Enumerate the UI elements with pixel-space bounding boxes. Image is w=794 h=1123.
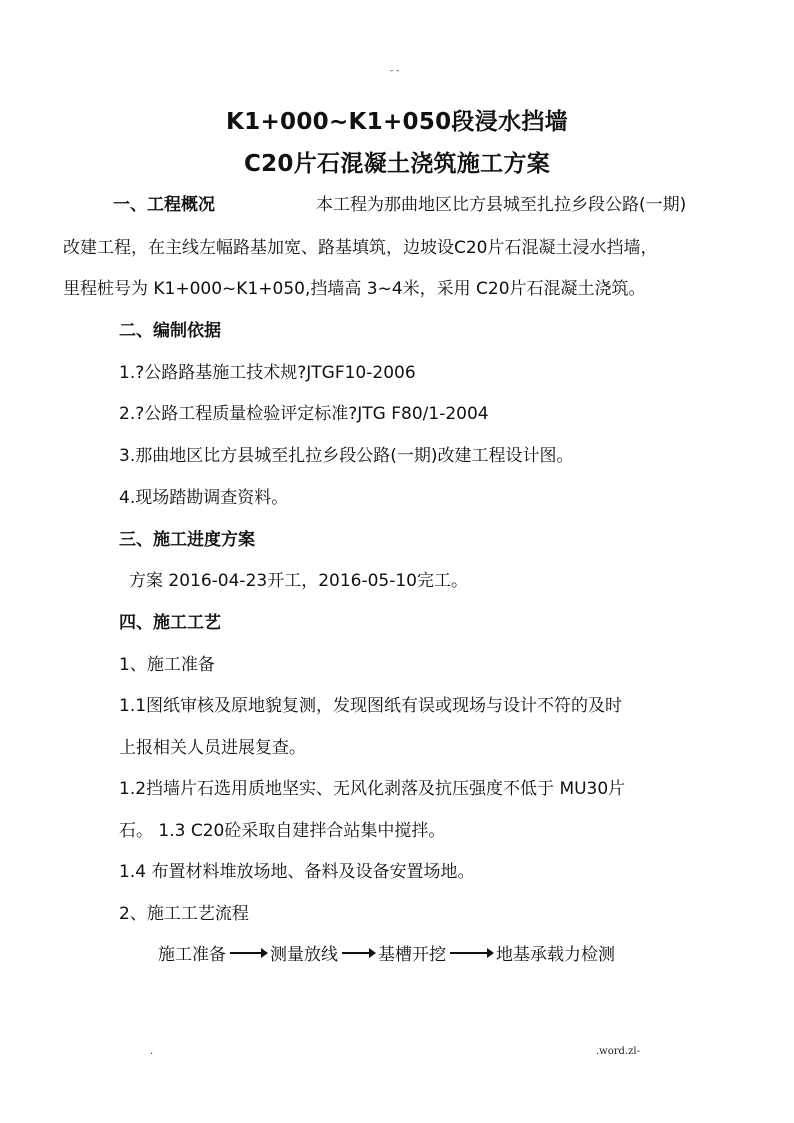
paragraph-1-2-line2: 石。 1.3 C20砼采取自建拌合站集中搅拌。 [119, 821, 446, 841]
section1-line1: 本工程为那曲地区比方县城至扎拉乡段公路(一期) [316, 195, 687, 215]
flow-step: 施工准备 [158, 945, 226, 965]
paragraph-1-1-line1: 1.1图纸审核及原地貌复测，发现图纸有误或现场与设计不符的及时 [119, 696, 623, 716]
reference-item: 2.?公路工程质量检验评定标准?JTG F80/1-2004 [119, 404, 489, 424]
flow-arrow [230, 952, 266, 954]
flow-arrow [342, 952, 374, 954]
section1-heading: 一、工程概况 [113, 195, 215, 215]
section2-heading: 二、编制依据 [119, 321, 221, 341]
process-flow [158, 940, 615, 965]
section3-heading: 三、施工进度方案 [119, 530, 255, 550]
flow-step: 测量放线 [270, 945, 338, 965]
document-title-line1: K1+000~K1+050段浸水挡墙 [226, 109, 568, 135]
footer-watermark: .word.zl- [596, 1046, 640, 1057]
reference-item: 1.?公路路基施工技术规?JTGF10-2006 [119, 363, 416, 383]
paragraph-1-2-line1: 1.2挡墙片石选用质地坚实、无风化剥落及抗压强度不低于 MU30片 [119, 779, 626, 799]
schedule-text: 方案 2016-04-23开工，2016-05-10完工。 [129, 571, 468, 591]
paragraph-1-1-line2: 上报相关人员进展复查。 [119, 738, 306, 758]
footer-left-marker: . [150, 1046, 154, 1057]
flow-arrow [450, 952, 492, 954]
header-marker: - - [390, 66, 400, 76]
subsection-preparation: 1、施工准备 [119, 655, 215, 675]
subsection-process-flow: 2、施工工艺流程 [119, 904, 249, 924]
section1-line2: 改建工程，在主线左幅路基加宽、路基填筑，边坡设C20片石混凝土浸水挡墙， [63, 238, 658, 258]
flow-step: 地基承载力检测 [496, 945, 615, 965]
reference-item: 4.现场踏勘调查资料。 [119, 488, 289, 508]
flow-step: 基槽开挖 [378, 945, 446, 965]
section1-line3: 里程桩号为 K1+000~K1+050,挡墙高 3~4米，采用 C20片石混凝土浇筑。 [63, 279, 646, 299]
reference-item: 3.那曲地区比方县城至扎拉乡段公路(一期)改建工程设计图。 [119, 446, 574, 466]
document-title-line2: C20片石混凝土浇筑施工方案 [243, 151, 551, 177]
section4-heading: 四、施工工艺 [119, 613, 221, 633]
paragraph-1-4: 1.4 布置材料堆放场地、备料及设备安置场地。 [119, 862, 475, 882]
